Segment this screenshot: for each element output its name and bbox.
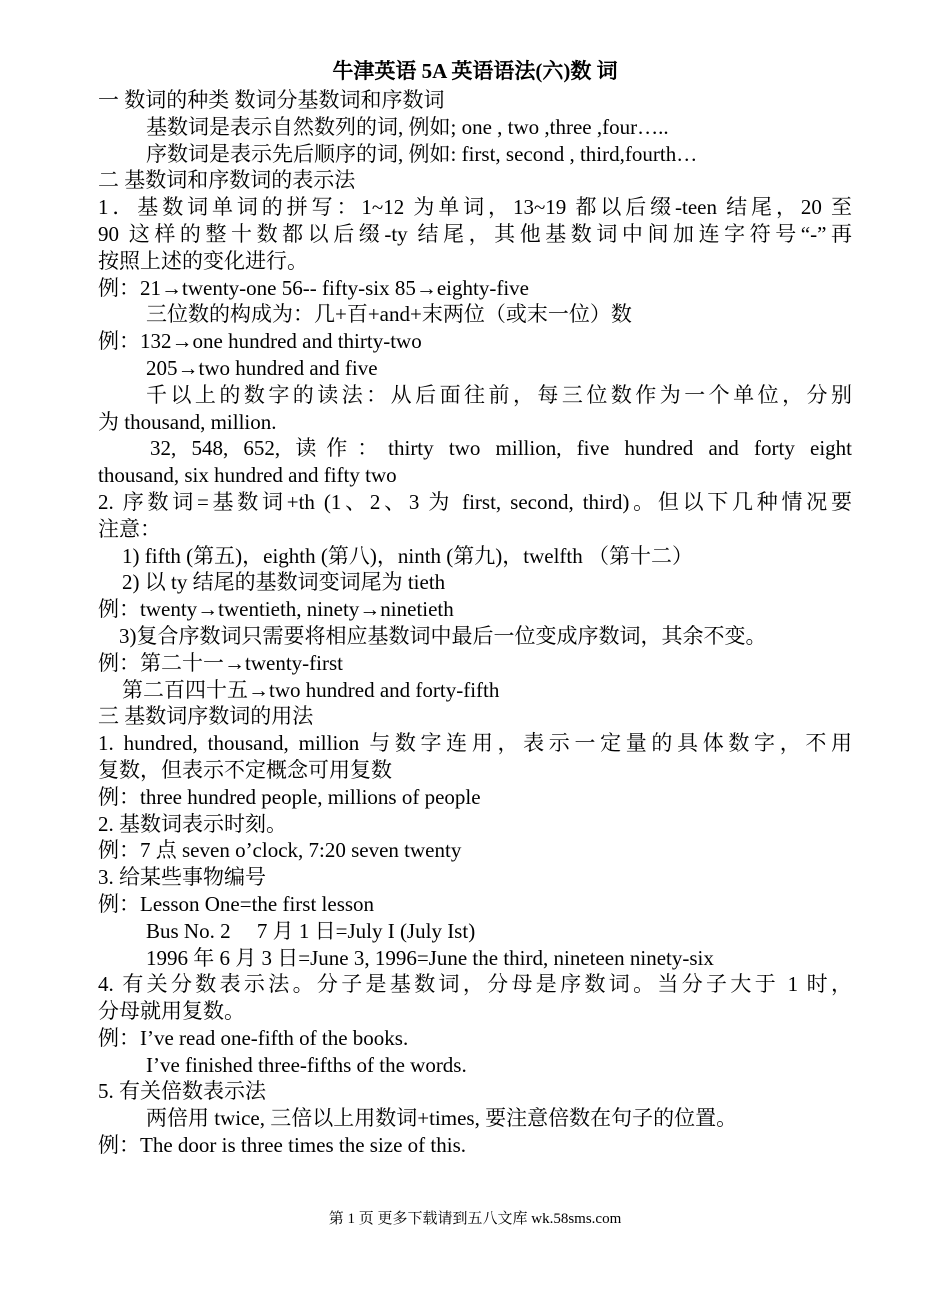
text-line: 分母就用复数。 (98, 999, 245, 1024)
text-line: 三位数的构成为：几+百+and+末两位（或末一位）数 (146, 302, 632, 327)
example-line: 例：twenty→twentieth, ninety→ninetieth (98, 597, 454, 622)
section-heading-2: 二 基数词和序数词的表示法 (98, 168, 356, 193)
list-item: 2) 以 ty 结尾的基数词变词尾为 tieth (122, 570, 446, 595)
text-line: 1．基数词单词的拼写：1~12 为单词，13~19 都以后缀-teen 结尾，20 至 (98, 195, 852, 220)
text-line: 两倍用 twice, 三倍以上用数词+times, 要注意倍数在句子的位置。 (146, 1106, 738, 1131)
example-line: 例：132→one hundred and thirty-two (98, 329, 422, 354)
text-line: 复数，但表示不定概念可用复数 (98, 757, 392, 782)
example-line: 例：21→twenty-one 56-- fifty-six 85→eighty-five (98, 275, 529, 300)
text-line: 3. 给某些事物编号 (98, 865, 266, 890)
example-line: Bus No. 2 7 月 1 日=July I (July Ist) (146, 918, 476, 943)
text-line: 5. 有关倍数表示法 (98, 1079, 266, 1104)
section-heading-3: 三 基数词序数词的用法 (98, 704, 314, 729)
example-line: 第二百四十五→two hundred and forty-fifth (122, 677, 500, 702)
example-line: 例：第二十一→twenty-first (98, 650, 343, 675)
text-line: 千以上的数字的读法：从后面往前，每三位数作为一个单位，分别 (146, 382, 852, 407)
text-line: 序数词是表示先后顺序的词, 例如: first, second , third,fourth… (146, 141, 698, 166)
example-line: 例：The door is three times the size of this. (98, 1133, 467, 1158)
example-line: 例：I’ve read one-fifth of the books. (98, 1025, 409, 1050)
section-heading-1: 一 数词的种类 数词分基数词和序数词 (98, 88, 445, 112)
text-line: 4. 有关分数表示法。分子是基数词，分母是序数词。当分子大于 1 时， (98, 972, 852, 997)
example-line: 例：three hundred people, millions of people (98, 784, 481, 809)
example-line: 例：Lesson One=the first lesson (98, 891, 375, 916)
text-line: 为 thousand, million. (98, 409, 277, 434)
list-item: 3)复合序数词只需要将相应基数词中最后一位变成序数词，其余不变。 (119, 623, 767, 648)
example-line: thousand, six hundred and fifty two (98, 463, 397, 488)
example-line: I’ve finished three-fifths of the words. (146, 1052, 467, 1077)
page-footer: 第 1 页 更多下载请到五八文库 wk.58sms.com (328, 1211, 622, 1227)
text-line: 基数词是表示自然数列的词, 例如; one , two ,three ,four….. (146, 114, 669, 139)
text-line: 2. 序数词=基数词+th (1、2、3 为 first, second, third)。但以下几种情况要 (98, 489, 852, 514)
example-line: 32, 548, 652, 读作：thirty two million, five hundred and forty eight (150, 436, 852, 461)
text-line: 1. hundred, thousand, million 与数字连用，表示一定量的具体数字，不用 (98, 731, 852, 756)
document-title: 牛津英语 5A 英语语法(六)数 词 (332, 59, 618, 83)
text-line: 注意： (98, 516, 161, 541)
example-line: 205→two hundred and five (146, 355, 378, 380)
example-line: 例：7 点 seven o’clock, 7:20 seven twenty (98, 838, 462, 863)
text-line: 90 这样的整十数都以后缀-ty 结尾，其他基数词中间加连字符号“-”再 (98, 221, 852, 246)
example-line: 1996 年 6 月 3 日=June 3, 1996=June the third, nineteen ninety-six (146, 945, 714, 970)
list-item: 1) fifth (第五)，eighth (第八)，ninth (第九)，twelfth （第十二） (122, 543, 693, 568)
text-line: 2. 基数词表示时刻。 (98, 811, 287, 836)
text-line: 按照上述的变化进行。 (98, 248, 308, 273)
document-body (98, 87, 852, 1159)
